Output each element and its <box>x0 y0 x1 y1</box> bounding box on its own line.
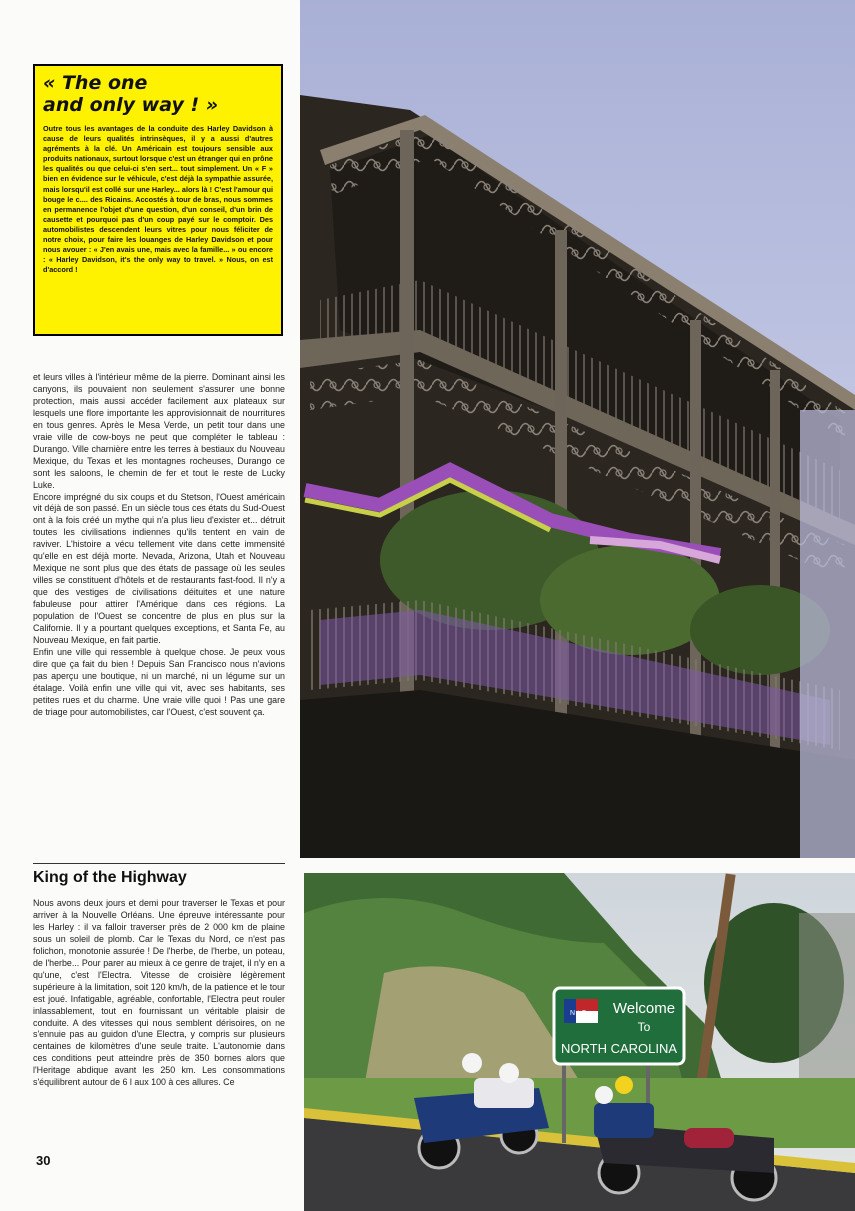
sidebar-title-line1: « The one <box>43 72 148 94</box>
article-column-top <box>33 372 285 832</box>
sign-flag-letters: N★C <box>570 1010 587 1017</box>
section-rule <box>33 863 285 864</box>
balcony-illustration <box>300 0 855 858</box>
article-paragraph: et leurs villes à l'intérieur même de la pierre. Dominant ainsi les canyons, ils pouvaient non seulement s'assurer une bonne protection, mais aussi accéder facilement aux plateaux sur lesquels une flore importante les approvisionnait de nourritures en tous genres. Après le Mesa Verde, un petit tour dans une vraie ville de cow-boys ne peut que compléter le tableau : Durango. Ville charnière entre les terres à bestiaux du Nouveau Mexique, du Texas et les montagnes rocheuses, Durango ce sont les saloons, le chemin de fer et tout le reste de Lucky Luke. <box>33 372 285 490</box>
motorcycles-photo <box>304 873 855 1211</box>
article-paragraph: Nous avons deux jours et demi pour traverser le Texas et pour arriver à la Nouvelle Orléans. Une épreuve intéressante pour les Harley : il va falloir traverser près de 2 000 km de plaine sous un soleil de plomb. Car le Texas du Nord, ce n'est pas folichon, monotonie assurée ! De l'herbe, de l'herbe, un poteau, de l'herbe... Pour parer au mieux à ce genre de trajet, il n'y en a qu'une, c'est l'Electra. Vitesse de croisière légèrement supérieure à la limitation, soit 120 km/h, de la patience et le tour est joué. Infatigable, agréable, confortable, l'Electra peut rouler inlassablement, tout en fournissant un véritable plaisir de conduite. A des vitesses qui nous semblent dérisoires, on ne s'ennuie pas au guidon d'une Electra, y compris sur plusieurs centaines de kilomètres d'une seule traite. L'autonomie dans ces conditions peut atteindre près de 350 bornes alors que l'Heritage abdique avant les 250 km. Les consommations s'équilibrent autour de 6 l aux 100 à ces allures. Ce <box>33 898 285 1088</box>
balcony-photo <box>300 0 855 858</box>
motorcycles-illustration <box>304 873 855 1211</box>
sign-line1: Welcome <box>612 1000 676 1017</box>
sidebar-body: Outre tous les avantages de la conduite des Harley Davidson à cause de leurs qualités intrinsèques, il y a aussi d'autres agréments à la clé. Un Américain est toujours sensible aux produits nationaux, surtout lorsque c'est un étranger qui en prône les qualités ou que celui-ci s'en sert... tout simplement. Un « F » bien en évidence sur le véhicule, c'est déjà la sympathie assurée, mais lorsqu'il est collé sur une Harley... alors là ! C'est l'amour qui bouge le c.... des Ricains. Accostés à tour de bras, nous sommes en permanence l'objet d'une question, d'un conseil, d'un brin de causette et pourquoi pas d'un coup payé sur le comptoir. Des automobilistes descendent leurs vitres pour nous féliciter de notre choix, pour faire les louanges de Harley Davidson et pour nous avouer : « J'en avais une, mais avec la famille... » ou encore : « Harley Davidson, it's the only way to travel. » Nous, on est d'accord ! <box>43 124 273 275</box>
article-column-bottom <box>33 898 285 1153</box>
article-paragraph: Encore imprégné du six coups et du Stetson, l'Ouest américain vit déjà de son passé. En un siècle tous ces états du Sud-Ouest ont à la fois créé un mythe qui n'a plus lieu d'exister et... détruit toutes les civilisations indiennes qu'ils tentent en vain de raviver. L'histoire a vécu tellement vite dans cette immensité qu'elle en est déjà morte. Nevada, Arizona, Utah et Nouveau Mexique ne sont plus que des états de passage où les seules villes se constituent d'hôtels et de restaurants fast-food. Il n'y a que des vestiges de civilisations déituites et une nature fabuleuse pour attirer l'Amérique dans ces régions. La population de l'Ouest se concentre de plus en plus sur la Californie. Il y a pourtant quelques exceptions, et Santa Fe, au Nouveau Mexique, en fait partie. <box>33 491 285 645</box>
sidebar-title <box>43 72 273 116</box>
page-number: 30 <box>36 1153 51 1168</box>
sign-line2: To <box>637 1020 651 1034</box>
sidebar-box <box>33 64 283 336</box>
sign-line3: NORTH CAROLINA <box>560 1041 678 1056</box>
sidebar-title-line2: and only way ! » <box>43 94 219 116</box>
section-heading: King of the Highway <box>33 869 187 886</box>
article-paragraph: Enfin une ville qui ressemble à quelque chose. Je peux vous dire que ça fait du bien ! Depuis San Francisco nous n'avions pas aperçu une boutique, ni un marché, ni un légume sur un étalage. Voilà enfin une ville qui vit, avec ses habitants, ses petites rues et du charme. Une vraie ville quoi ! Pas une gare de triage pour automobilistes, car l'Ouest, c'est souvent ça. <box>33 646 285 717</box>
